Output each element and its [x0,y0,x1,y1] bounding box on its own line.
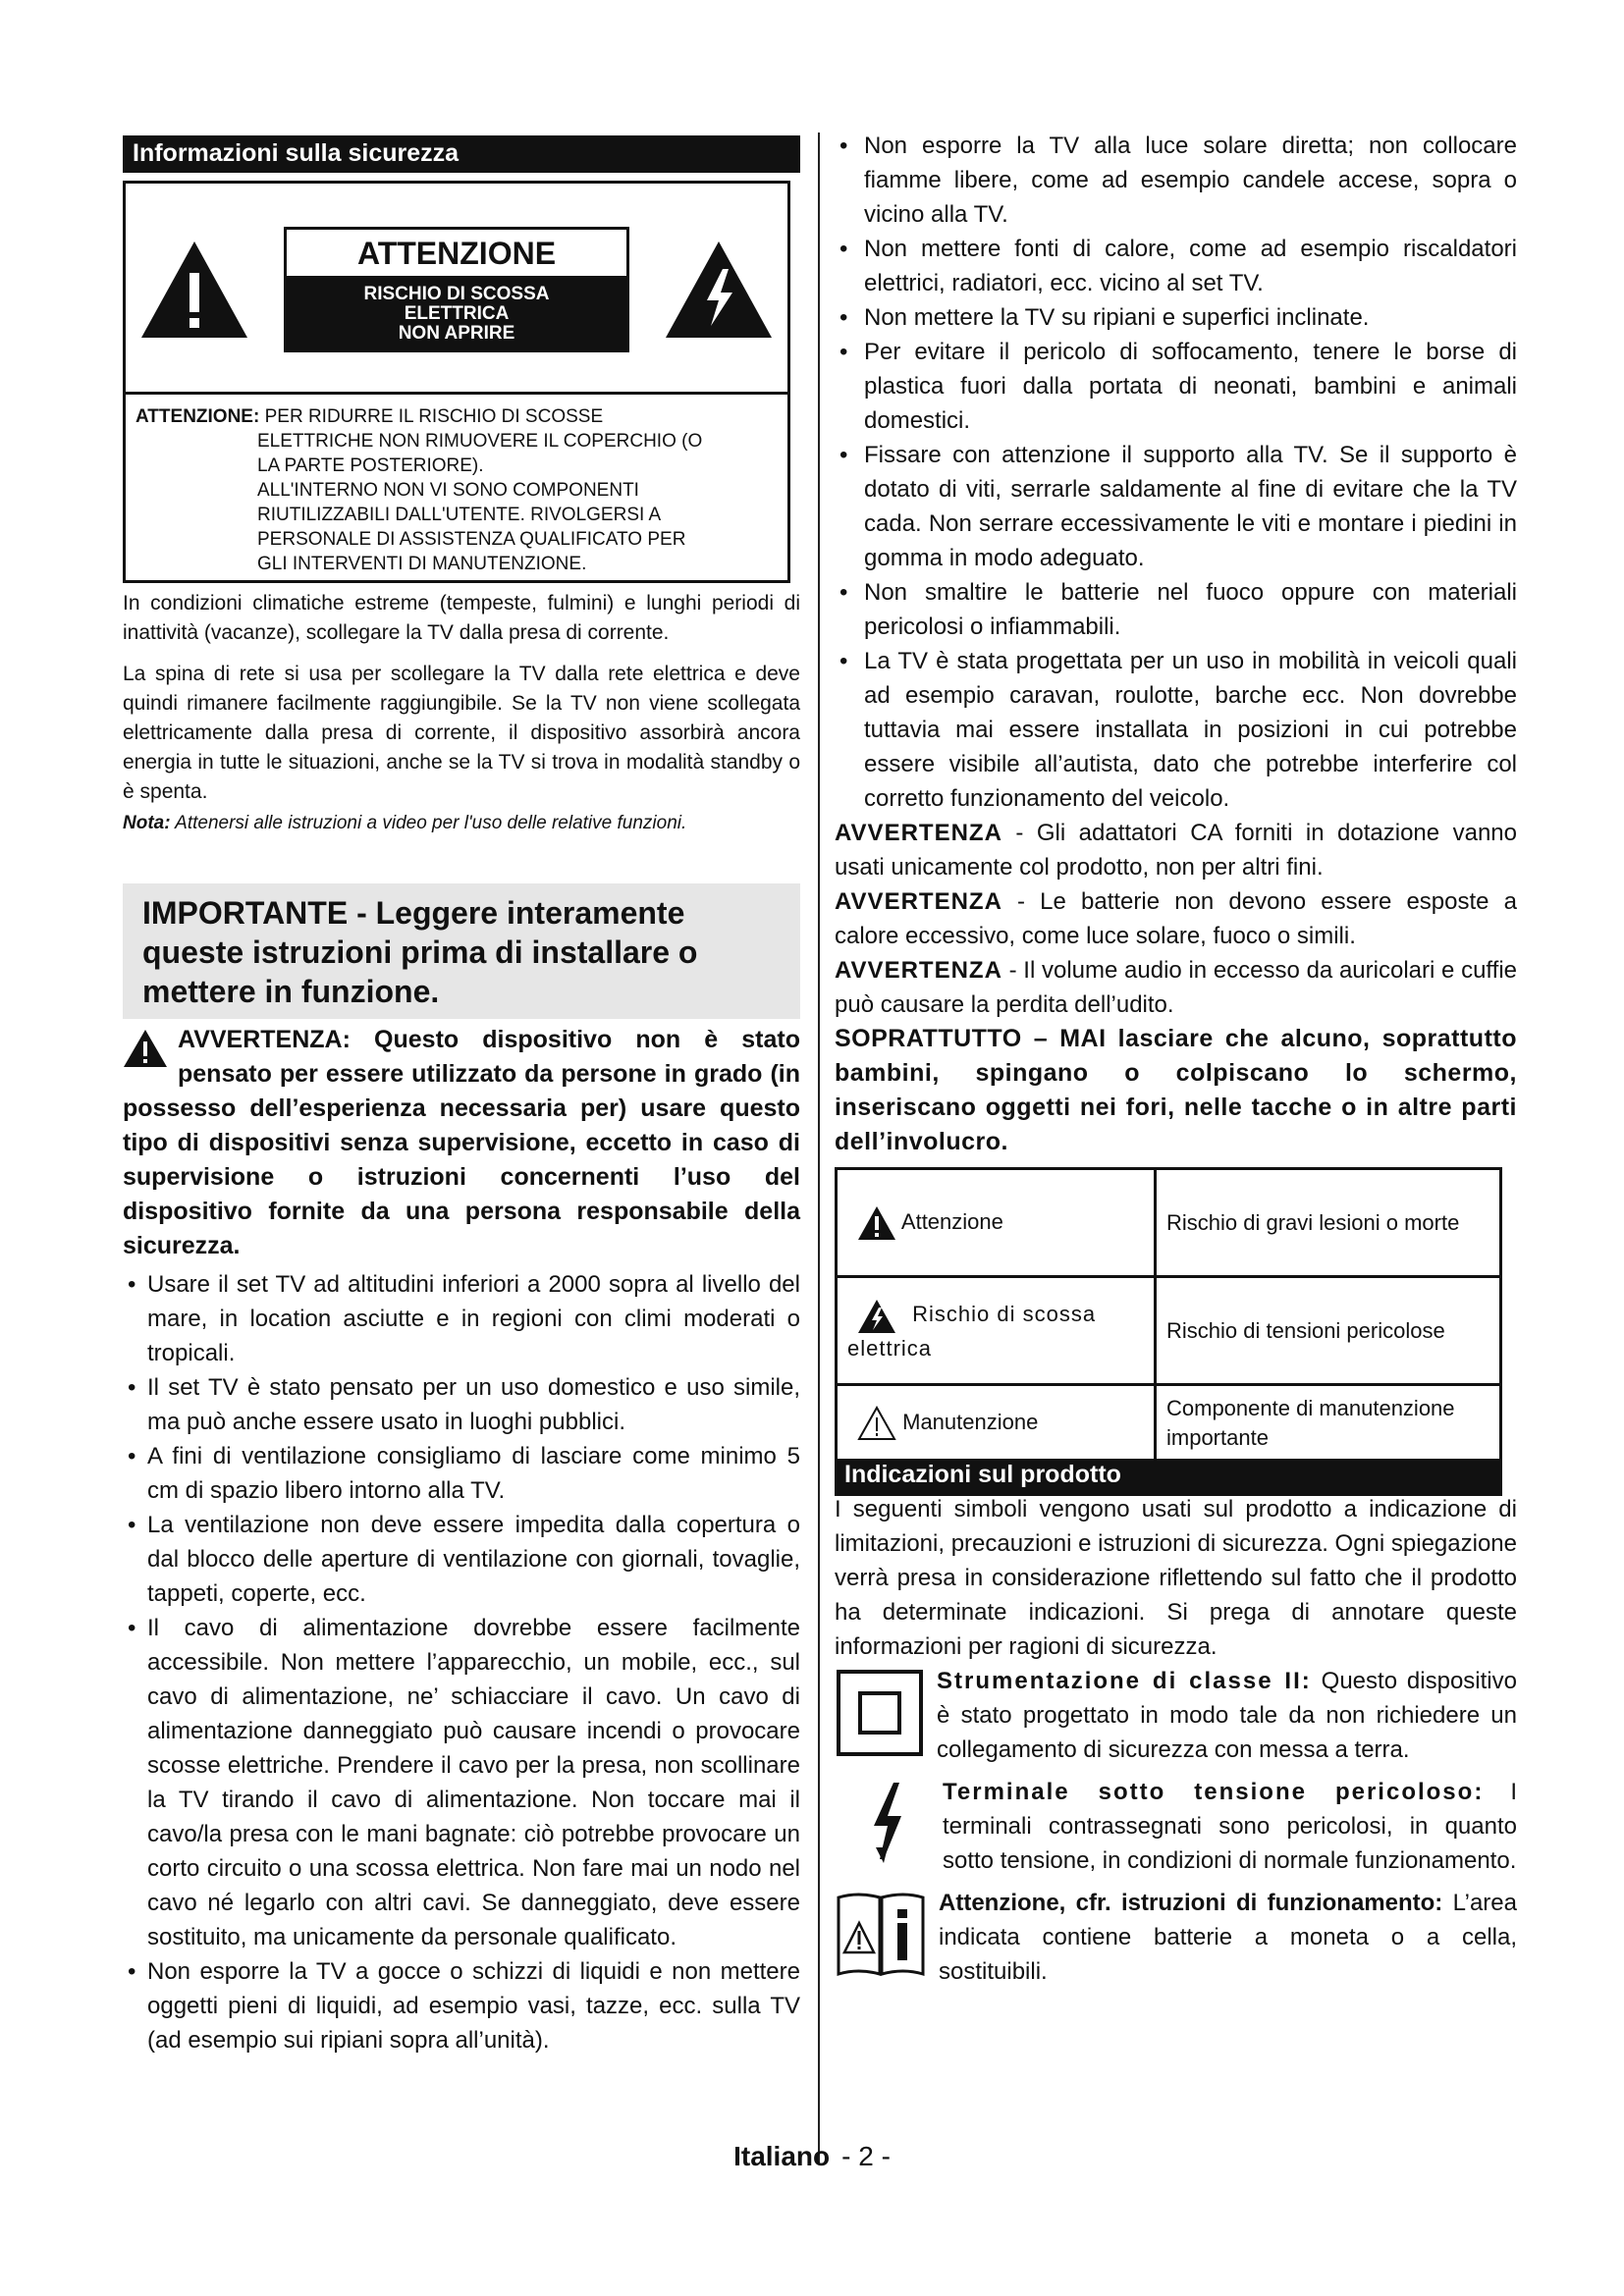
list-item: • Non mettere la TV su ripiani e superfici inclinate. [835,300,1517,335]
list-item: • Non esporre la TV alla luce solare diretta; non collocare fiamme libere, come ad esempio candele accese, sopra o vicino alla TV. [835,129,1517,232]
class-ii-icon [835,1668,925,1758]
warning-icon [857,1205,896,1241]
right-bullet-list [835,129,1517,816]
table-row [837,1169,1501,1277]
page-footer [0,2141,1624,2172]
class-ii-title: Strumentazione di classe II: [937,1668,1312,1694]
table-row [837,1277,1501,1385]
list-item: • Non smaltire le batterie nel fuoco oppure con materiali pericolosi o infiammabili. [835,575,1517,644]
maintenance-icon [857,1406,896,1441]
warning-label: AVVERTENZA [835,888,1002,915]
list-item: • A fini di ventilazione consigliamo di lasciare come minimo 5 cm di spazio libero intorno alla TV. [123,1439,800,1508]
class-ii-text: Questo dispositivo è stato progettato in modo tale da non richiedere un collegamento di sicurezza con messa a terra. [937,1668,1517,1763]
page-number: - 2 - [841,2141,891,2171]
attenzione-title: ATTENZIONE [287,230,626,279]
attenzione-subtitle [287,279,626,349]
caution-text-line: PER RIDURRE IL RISCHIO DI SCOSSE [264,406,604,427]
warning-text: - Il volume audio in eccesso da auricolari e cuffie può causare la perdita dell’udito. [835,957,1517,1018]
column-divider [818,133,820,2164]
attenzione-box [284,227,629,352]
table-cell-label: Manutenzione [902,1409,1039,1434]
list-item: • Non esporre la TV a gocce o schizzi di liquidi e non mettere oggetti pieni di liquidi, ad esempio vasi, tazze, ecc. sulla TV (ad esempio sui ripiani sopra all’unità). [123,1954,800,2057]
table-cell [837,1169,1156,1277]
caution-text-line: LA PARTE POSTERIORE). [257,455,484,476]
right-column [835,129,1517,1989]
attenzione-sub-line: RISCHIO DI SCOSSA [363,284,550,304]
class-ii-symbol-paragraph [835,1664,1517,1767]
caution-text-line: ALL'INTERNO NON VI SONO COMPONENTI [257,480,639,501]
caution-text-line: PERSONALE DI ASSISTENZA QUALIFICATO PER [257,529,686,550]
exclamation-triangle-icon [139,240,249,340]
table-cell: Componente di manutenzione importante [1156,1385,1501,1462]
product-intro: I seguenti simboli vengono usati sul prodotto a indicazione di limitazioni, precauzioni e istruzioni di sicurezza. Ogni spiegazione verrà presa in considerazione riflettendo sul fatto che il prodotto ha determinate indicazioni. Si prega di annotare queste informazioni per ragioni di sicurezza. [835,1496,1518,1660]
live-terminal-symbol-paragraph [835,1775,1517,1878]
important-heading: IMPORTANTE - Leggere interamente queste istruzioni prima di installare o mettere in funzione. [123,883,800,1019]
product-indications-title: Indicazioni sul prodotto [835,1459,1502,1496]
table-row [837,1385,1501,1462]
caution-text-line: ELETTRICHE NON RIMUOVERE IL COPERCHIO (O [257,431,703,452]
instructions-title: Attenzione, cfr. istruzioni di funzionamento: [939,1890,1443,1916]
warning-text: - Gli adattatori CA forniti in dotazione vanno usati unicamente col prodotto, non per altri fini. [835,820,1517,881]
symbols-table [835,1167,1502,1463]
footer-language: Italiano [733,2141,831,2171]
volume-warning [835,953,1517,1022]
list-item: • La ventilazione non deve essere impedita dalla copertura o dal blocco delle aperture di ventilazione con giornali, tovaglie, tappeti, coperte, ecc. [123,1508,800,1611]
battery-warning [835,884,1517,953]
table-cell-label: Rischio di scossa elettrica [847,1302,1097,1361]
lightning-icon [854,1779,923,1867]
list-item: • Usare il set TV ad altitudini inferiori a 2000 sopra al livello del mare, in location asciutte e in regioni con climi moderati o tropicali. [123,1267,800,1370]
list-item: • Per evitare il pericolo di soffocamento, tenere le borse di plastica fuori dalla portata di neonati, bambini e animali domestici. [835,335,1517,438]
caution-label-box [123,181,790,583]
caution-text-line: GLI INTERVENTI DI MANUTENZIONE. [257,554,587,574]
list-item: • Fissare con attenzione il supporto alla TV. Se il supporto è dotato di viti, serrarle saldamente al fine di evitare che la TV cada. Non serrare eccessivamente le viti e montare i piedini in gomma in modo adeguato. [835,438,1517,575]
table-cell: Rischio di tensioni pericolose [1156,1277,1501,1385]
list-item: • La TV è stata progettata per un uso in mobilità in veicoli quali ad esempio caravan, roulotte, barche ecc. Non dovrebbe tuttavia mai essere installata in posizioni in cui potrebbe essere visibile all’autista, dato che potrebbe interferire col corretto funzionamento del veicolo. [835,644,1517,816]
shock-icon [857,1299,896,1334]
instructions-text: L’area indicata contiene batterie a moneta o a cella, sostituibili. [939,1890,1517,1985]
table-cell-label: Attenzione [900,1208,1003,1234]
live-terminal-text: I terminali contrassegnati sono pericolosi, in quanto sotto tensione, in condizioni di normale funzionamento. [943,1779,1517,1874]
table-cell: Rischio di gravi lesioni o morte [1156,1169,1501,1277]
live-terminal-title: Terminale sotto tensione pericoloso: [943,1779,1485,1805]
lightning-triangle-icon [664,240,774,340]
warning-icon [123,1029,168,1068]
table-cell [837,1277,1156,1385]
left-bullet-list [123,1267,800,2057]
left-column [123,135,800,2057]
warning-text: - Le batterie non devono essere esposte a calore eccessivo, come luce solare, fuoco o simili. [835,888,1517,949]
manual-caution-icon [835,1890,927,1978]
warning-label: AVVERTENZA [835,957,1002,984]
instructions-symbol-paragraph [835,1886,1517,1989]
note-paragraph [123,809,800,838]
caution-text-label: ATTENZIONE: [135,406,260,427]
adapter-warning [835,816,1517,884]
warning-label: AVVERTENZA [178,1026,343,1053]
climate-paragraph: In condizioni climatiche estreme (tempeste, fulmini) e lunghi periodi di inattività (vacanze), scollegare la TV dalla presa di corrente. [123,592,800,644]
table-cell [837,1385,1156,1462]
attenzione-sub-line: ELETTRICA [404,303,510,324]
warning-label: AVVERTENZA [835,820,1002,846]
note-text: Attenersi alle istruzioni a video per l'uso delle relative funzioni. [175,813,687,833]
warning-text: : Questo dispositivo non è stato pensato per essere utilizzato da persone in grado (in possesso dell’esperienza necessaria per) usare questo tipo di dispositivi senza supervisione, eccetto in caso di supervisione o istruzioni concernenti l’uso del dispositivo fornite da una persona responsabile della sicurezza. [123,1026,800,1259]
above-all-warning: SOPRATTUTTO – MAI lasciare che alcuno, soprattutto bambini, spingano o colpiscano lo schermo, inseriscano oggetti nei fori, nelle tacche o in altre parti dell’involucro. [835,1025,1517,1155]
list-item: • Il set TV è stato pensato per un uso domestico e uso simile, ma può anche essere usato in luoghi pubblici. [123,1370,800,1439]
caution-text-line: RIUTILIZZABILI DALL'UTENTE. RIVOLGERSI A [257,505,662,525]
supervision-warning [123,1023,800,1263]
section-title-safety: Informazioni sulla sicurezza [123,135,800,173]
mains-plug-paragraph: La spina di rete si usa per scollegare la TV dalla rete elettrica e deve quindi rimanere facilmente raggiungibile. Se la TV non viene scollegata elettricamente dalla presa di corrente, il dispositivo assorbirà ancora energia in tutte le situazioni, anche se la TV si trova in modalità standby o è spenta. [123,663,800,803]
list-item: • Il cavo di alimentazione dovrebbe essere facilmente accessibile. Non mettere l’apparecchio, un mobile, ecc., sul cavo di alimentazione, ne’ schiacciare il cavo. Un cavo di alimentazione danneggiato può causare incendi o provocare scosse elettriche. Prendere il cavo per la presa, non scollinare la TV tirando il cavo di alimentazione. Non toccare mai il cavo/la presa con le mani bagnate: ciò potrebbe provocare un corto circuito o una scossa elettrica. Non fare mai un nodo nel cavo né legarlo con altri cavi. Se danneggiato, deve essere sostituito, ma unicamente da personale qualificato. [123,1611,800,1954]
caution-label-top [126,184,787,392]
note-label: Nota: [123,813,171,833]
caution-text [126,392,787,580]
list-item: • Non mettere fonti di calore, come ad esempio riscaldatori elettrici, radiatori, ecc. vicino al set TV. [835,232,1517,300]
attenzione-sub-line: NON APRIRE [398,323,515,344]
